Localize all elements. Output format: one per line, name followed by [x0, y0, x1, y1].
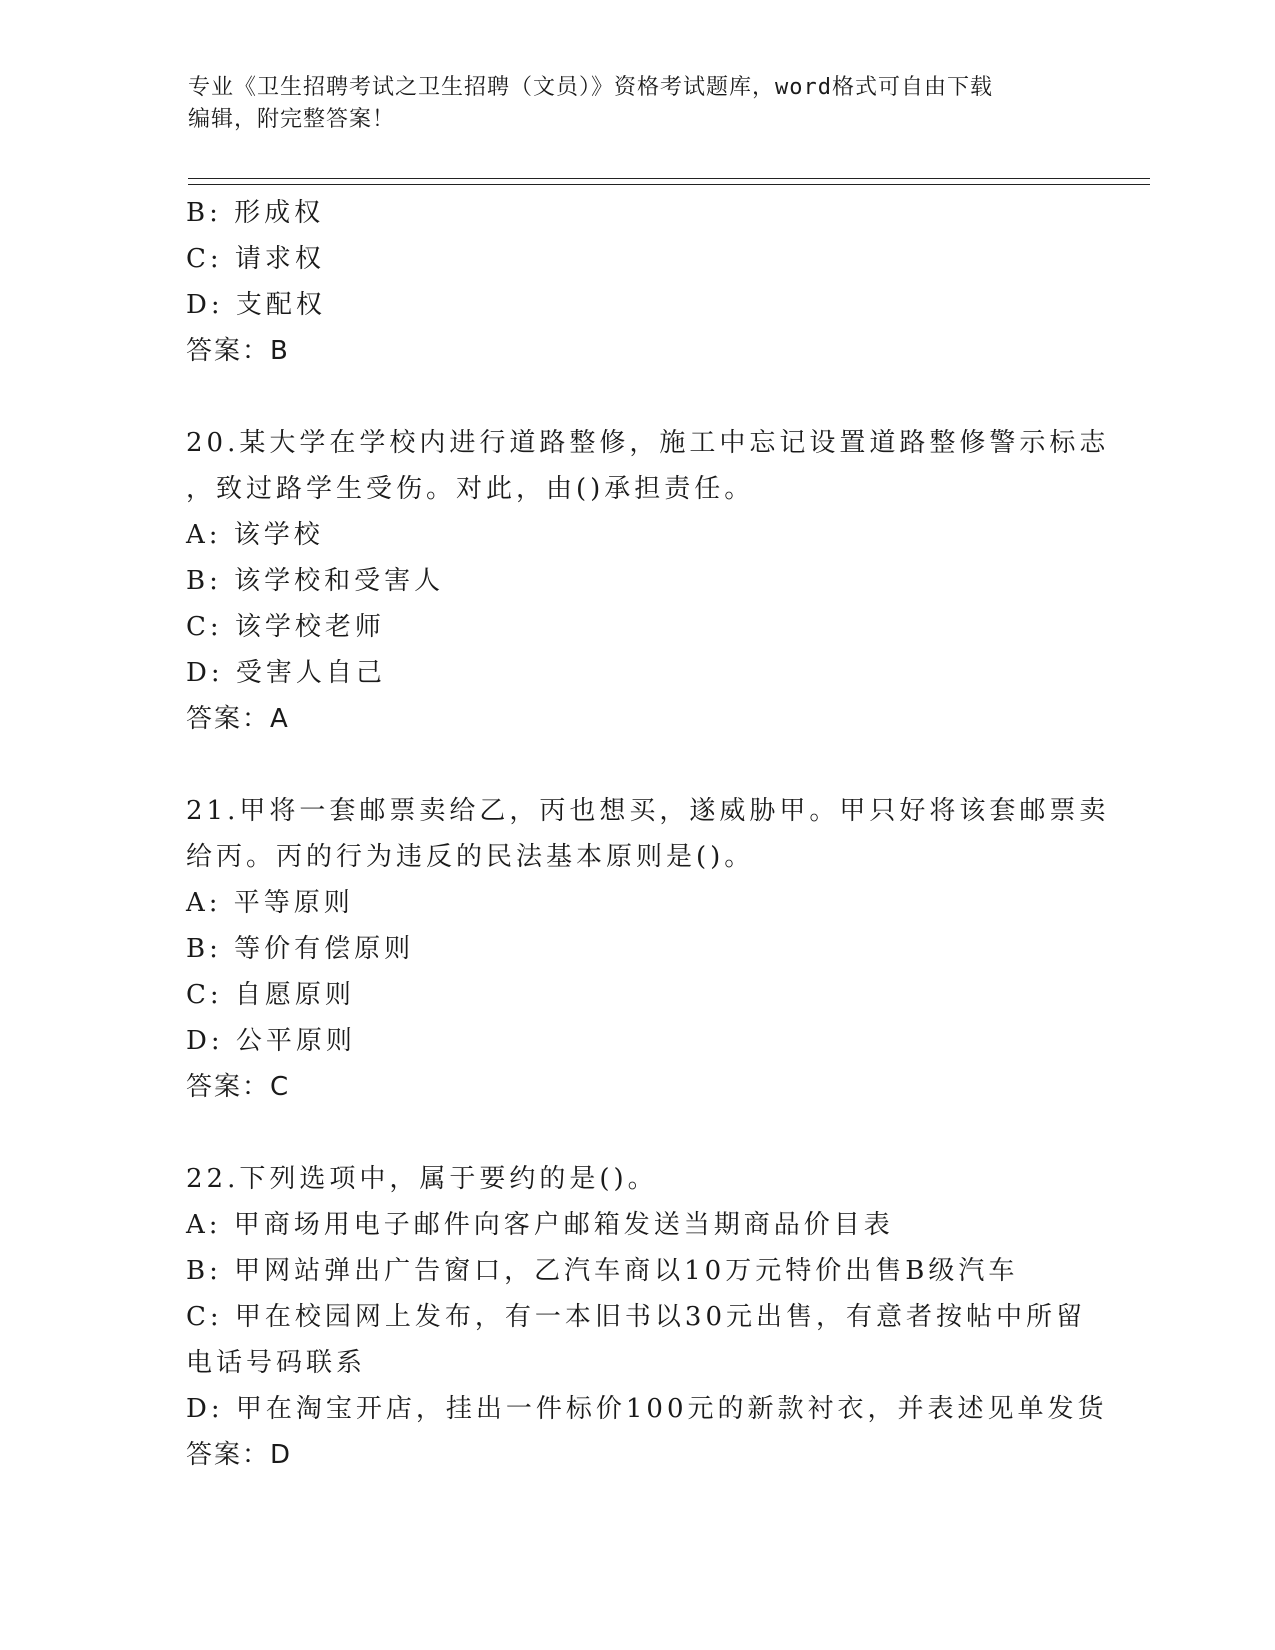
option-c: C: 自愿原则	[186, 980, 355, 1010]
option-a: A: 甲商场用电子邮件向客户邮箱发送当期商品价目表	[186, 1210, 894, 1240]
question-19	[186, 190, 1086, 374]
option-a: A: 该学校	[186, 520, 324, 550]
option-b: B: 等价有偿原则	[186, 934, 415, 964]
question-list	[186, 190, 1110, 1478]
answer: 答案：D	[186, 1440, 293, 1470]
answer: 答案：C	[186, 1072, 291, 1102]
option-b: B: 甲网站弹出广告窗口，乙汽车商以10万元特价出售B级汽车	[186, 1256, 1019, 1286]
option-b: B: 该学校和受害人	[186, 566, 445, 596]
spacer	[186, 374, 1086, 420]
question-stem-line-1: 20.某大学在学校内进行道路整修，施工中忘记设置道路整修警示标志	[186, 428, 1110, 458]
header-line-2: 编辑，附完整答案！	[188, 107, 396, 132]
option-a: A: 平等原则	[186, 888, 354, 918]
option-c-line-2: 电话号码联系	[186, 1348, 367, 1378]
spacer	[186, 742, 1086, 788]
option-d: D: 甲在淘宝开店，挂出一件标价100元的新款衬衣，并表述见单发货	[186, 1394, 1108, 1424]
header-line-1: 专业《卫生招聘考试之卫生招聘（文员）》资格考试题库，word格式可自由下载	[188, 75, 993, 100]
answer: 答案：B	[186, 336, 290, 366]
question-stem-line-2: ，致过路学生受伤。对此，由()承担责任。	[186, 474, 755, 504]
question-stem-line-1: 21.甲将一套邮票卖给乙，丙也想买，遂威胁甲。甲只好将该套邮票卖	[186, 796, 1110, 826]
document-header	[188, 72, 1068, 136]
spacer	[186, 1110, 1086, 1156]
question-stem-line-1: 22.下列选项中，属于要约的是()。	[186, 1164, 658, 1194]
option-d: D: 支配权	[186, 290, 326, 320]
option-c: C: 请求权	[186, 244, 325, 274]
question-20	[186, 420, 1110, 742]
header-divider-top	[188, 178, 1150, 179]
question-22	[186, 1156, 1108, 1478]
option-b: B: 形成权	[186, 198, 325, 228]
option-c-line-1: C: 甲在校园网上发布，有一本旧书以30元出售，有意者按帖中所留	[186, 1302, 1087, 1332]
question-21	[186, 788, 1110, 1110]
question-stem-line-2: 给丙。丙的行为违反的民法基本原则是()。	[186, 842, 755, 872]
option-c: C: 该学校老师	[186, 612, 385, 642]
option-d: D: 受害人自己	[186, 658, 386, 688]
answer: 答案：A	[186, 704, 290, 734]
option-d: D: 公平原则	[186, 1026, 356, 1056]
header-divider-bottom	[188, 184, 1150, 185]
